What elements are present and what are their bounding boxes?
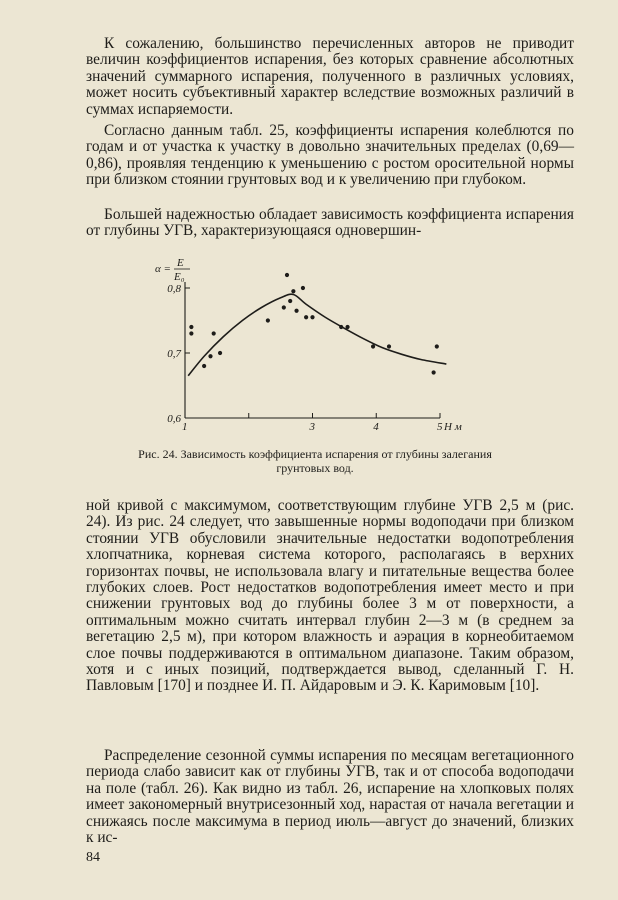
x-tick-label: 3: [309, 421, 315, 433]
paragraph-1: К сожалению, большинство перечисленных авторов не приводит величин коэффициентов испарения, без которых сравнение абсолютных значений суммарного испарения, полученного в различных условиях, может носить субъективный характер вследствие возможных различий в суммах испаряемости.: [86, 35, 574, 118]
data-point: [432, 370, 436, 374]
data-point: [435, 344, 439, 348]
paragraph-5: Распределение сезонной суммы испарения по месяцам вегетационного периода слабо зависит как от глубины УГВ, так и от способа водоподачи на поле (табл. 26). Как видно из табл. 26, испарение на хлопковых полях имеет закономерный внутрисезонный ход, нарастая от начала вегетации и снижаясь после максимума в период июль—август до значений, близких к ис-: [86, 747, 574, 847]
data-point: [304, 315, 308, 319]
y-axis-label-numerator: E: [177, 257, 184, 269]
fit-curve: [188, 294, 446, 376]
data-point: [285, 273, 289, 277]
paragraph-3: Большей надежностью обладает зависимость коэффициента испарения от глубины УГВ, характеризующаяся одновершин-: [86, 206, 574, 240]
data-point: [266, 318, 270, 322]
chart-labels: [155, 257, 462, 433]
data-point: [288, 299, 292, 303]
chart-axes: [185, 282, 440, 418]
page-number: 84: [86, 850, 100, 865]
y-axis-label-alpha: α =: [155, 263, 171, 275]
paragraph-2: Согласно данным табл. 25, коэффициенты испарения колеблются по годам и от участка к участку в довольно значительных пределах (0,69—0,86), проявляя тенденцию к уменьшению с ростом оросительной нормы при близком стоянии грунтовых вод и к увеличению при глубоком.: [86, 122, 574, 189]
chart-points-layer: [189, 273, 439, 375]
x-axis-label: Н м: [444, 421, 462, 433]
evaporation-chart: [150, 258, 470, 438]
data-point: [202, 364, 206, 368]
data-point: [345, 325, 349, 329]
y-tick-label: 0,8: [167, 283, 181, 295]
x-tick-label: 5: [437, 421, 443, 433]
data-point: [189, 325, 193, 329]
data-point: [339, 325, 343, 329]
chart-ticks: [185, 288, 440, 418]
chart-curve-layer: [188, 294, 446, 376]
y-axis-label-denominator: E₀: [174, 271, 185, 283]
figure-caption: Рис. 24. Зависимость коэффициента испарения от глубины залегания грунтовых вод.: [138, 447, 492, 475]
data-point: [218, 351, 222, 355]
data-point: [282, 305, 286, 309]
data-point: [371, 344, 375, 348]
data-point: [212, 331, 216, 335]
data-point: [208, 354, 212, 358]
x-tick-label: 4: [373, 421, 379, 433]
y-tick-label: 0,7: [167, 348, 181, 360]
data-point: [301, 286, 305, 290]
data-point: [387, 344, 391, 348]
data-point: [294, 309, 298, 313]
data-point: [189, 331, 193, 335]
paragraph-4: ной кривой с максимумом, соответствующим глубине УГВ 2,5 м (рис. 24). Из рис. 24 следует, что завышенные нормы водоподачи при близком стоянии УГВ обусловили значительные недостатки водопотребления хлопчатника, корневая система которого, располагаясь в верхних горизонтах почвы, не использовала влагу и питательные вещества более глубоких слоев. Рост недостатков водопотребления имеет место и при снижении грунтовых вод до глубины более 3 м от поверхности, а оптимальным можно считать интервал глубин 2—3 м (в среднем за вегетацию 2,5 м), при котором влажность и аэрация в корнеобитаемом слое почвы поддерживаются в оптимальном диапазоне. Таким образом, хотя и с иных позиций, подтверждается вывод, сделанный Г. Н. Павловым [170] и позднее И. П. Айдаровым и Э. К. Каримовым [10].: [86, 497, 574, 695]
data-point: [310, 315, 314, 319]
y-tick-label: 0,6: [167, 413, 181, 425]
figure-24: [150, 258, 470, 438]
data-point: [291, 289, 295, 293]
x-tick-label: 1: [182, 421, 188, 433]
